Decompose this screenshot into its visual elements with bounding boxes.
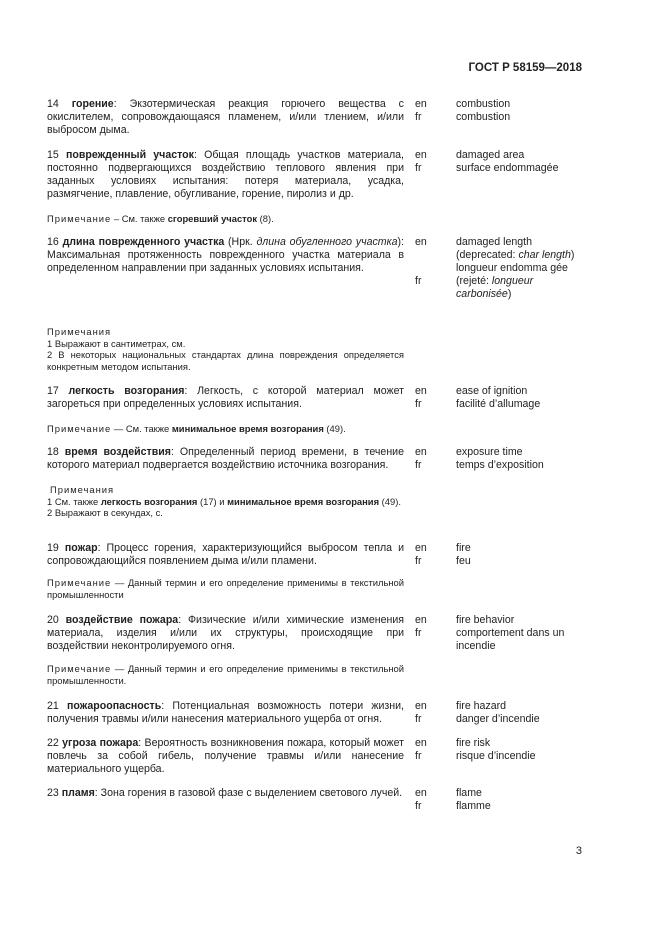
translations: combustion combustion [456,98,511,123]
note-18: Примечания 1 См. также легкость возгорания (17) и минимальное время возгорания (49). 2 Выражают в секундах, с. [47,484,401,519]
translations: fire hazard danger d’incendie [456,700,540,725]
term-text: : Потенциальная возможность потери жизни, получения травмы и/или нанесения материального ущерба от огня. [47,700,404,725]
note-16: Примечания 1 Выражают в сантиметрах, см. 2 В некоторых национальных стандартах длина повреждения определяется конкретным методом испытания. [47,326,404,372]
term-name: угроза пожара [62,737,139,749]
language-codes: en fr [415,542,427,567]
note-20: Примечание — Данный термин и его определение применимы в текстильной промышленности. [47,663,404,686]
term-name: пожароопасность [67,700,162,712]
translations: exposure time temps d’exposition [456,446,544,471]
translations: fire behavior comportement dans un incendie [456,614,565,652]
language-codes: en fr [415,236,427,287]
language-codes: en fr [415,446,427,471]
term-definition [47,700,404,726]
page-number: 3 [575,845,582,857]
language-codes: en fr [415,700,427,725]
language-codes: en fr [415,787,427,812]
term-text: : Вероятность возникновения пожара, который может повлечь за собой гибель, получение травмы и/или нанесение материального ущерба. [47,737,404,775]
term-text: : Физические и/или химические изменения материала, изделия и/или их структуры, происходящие при воздействии неконтролируемого огня. [47,614,405,652]
term-number: 23 [47,787,59,799]
language-codes: en fr [415,737,427,762]
language-codes: en fr [415,385,427,410]
term-definition [47,787,404,800]
term-number: 21 [47,700,59,712]
term-definition [47,446,404,472]
term-number: 22 [47,737,59,749]
translations: ease of ignition facilité d’allumage [456,385,541,410]
term-number: 14 [47,98,59,110]
translations: fire risk risque d’incendie [456,737,536,762]
translations: flame flamme [456,787,491,812]
term-number: 16 [47,236,59,248]
term-name: время воздействия [64,446,171,458]
term-text: : Определенный период времени, в течение которого материал подвергается воздействию источника возгорания. [47,446,404,471]
language-codes: en fr [415,149,427,174]
term-number: 15 [47,149,59,161]
translations: fire feu [456,542,471,567]
term-number: 18 [47,446,59,458]
term-definition [47,98,404,137]
translations: damaged area surface endommagée [456,149,559,174]
document-code: ГОСТ Р 58159—2018 [468,62,582,74]
term-definition [47,542,404,568]
term-number: 19 [47,542,59,554]
term-number: 20 [47,614,59,626]
term-definition [47,737,404,776]
term-name: поврежденный участок [66,149,194,161]
term-name: длина поврежденного участка [62,236,225,248]
term-name: воздействие пожара [65,614,179,626]
term-text: : Зона горения в газовой фазе с выделением светового лучей. [94,787,403,799]
term-text: : Процесс горения, характеризующийся выбросом тепла и сопровождающийся появлением дыма и/или пламени. [47,542,404,567]
term-name: легкость возгорания [68,385,185,397]
term-number: 17 [47,385,59,397]
term-definition [47,614,404,653]
note-17: Примечание — См. также минимальное время возгорания (49). [47,423,346,434]
term-definition [47,149,404,201]
term-name: пожар [64,542,98,554]
note-15: Примечание – См. также сгоревший участок (8). [47,213,274,224]
term-text: : Легкость, с которой материал может загореться при определенных условиях испытания. [47,385,404,410]
term-name: горение [71,98,114,110]
term-name: пламя [61,787,95,799]
term-definition [47,385,404,411]
language-codes: en fr [415,98,427,123]
term-text: : Общая площадь участков материала, постоянно подвергающихся воздействию теплового явления при заданных условиях испытания: потеря материала, усадка, размягчение, плавление, обугливание, горение, пиролиз и др. [47,149,404,200]
language-codes: en fr [415,614,427,639]
note-19: Примечание — Данный термин и его определение применимы в текстильной промышленности [47,577,404,600]
term-text: : Экзотермическая реакция горючего вещества с окислителем, сопровождающаяся пламенем, и/или тлением, и/или выбросом дыма. [47,98,404,136]
translations: damaged length (deprecated: char length) longueur endomma gée (rejeté: longueur carbonisée) [456,236,575,300]
term-definition: 16 длина поврежденного участка (Нрк. длина обугленного участка): Максимальная протяженность поврежденного участка материала в определенном направлении при заданных условиях испытания. [47,236,404,274]
